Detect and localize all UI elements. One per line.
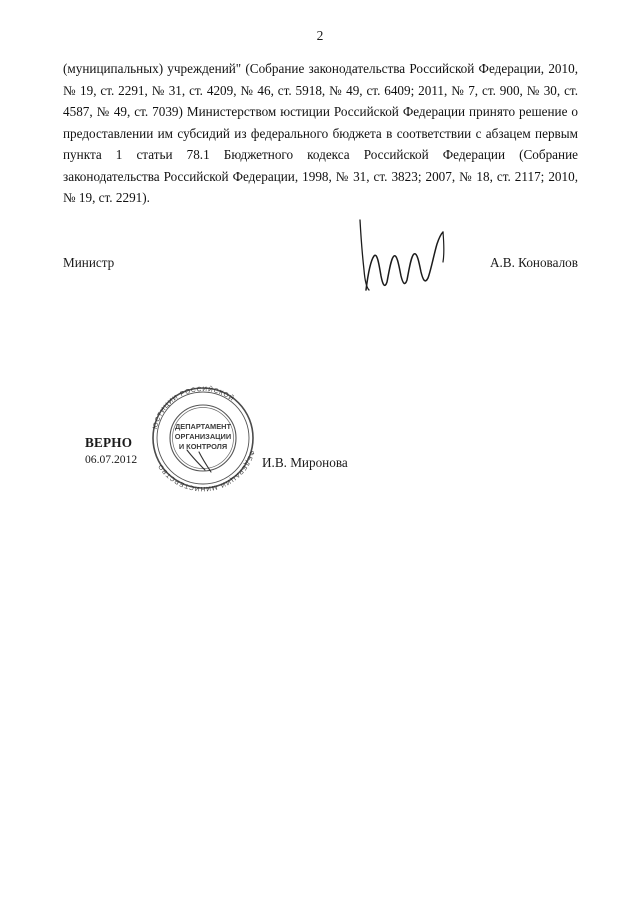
page-number: 2 xyxy=(316,28,324,43)
signatory-role: Министр xyxy=(63,255,115,270)
svg-text:И КОНТРОЛЯ: И КОНТРОЛЯ xyxy=(178,442,228,451)
certifier-name: И.В. Миронова xyxy=(262,455,348,470)
body-paragraph: (муниципальных) учреждений" (Собрание законодательства Российской Федерации, 2010, № 19, ст. 2291, № 31, ст. 4209, № 46, ст. 5918, № 49, ст. 6409; 2011, № 7, ст. 900, № 30, ст. 4587, № 49, ст. 7039) Министерством юстиции Российской Федерации принято решение о предоставлении им субсидий из федерального бюджета в соответствии с абзацем первым пункта 1 статьи 78.1 Бюджетного кодекса Российской Федерации (Собрание законодательства Российской Федерации, 1998, № 31, ст. 3823; 2007, № 18, ст. 2117; 2010, № 19, ст. 2291). xyxy=(63,61,578,205)
svg-text:ФЕДЕРАЦИИ МИНИСТЕРСТВО: ФЕДЕРАЦИИ МИНИСТЕРСТВО xyxy=(156,449,256,493)
svg-text:ОРГАНИЗАЦИИ: ОРГАНИЗАЦИИ xyxy=(174,432,232,441)
body-text-block xyxy=(63,58,578,209)
verified-label: ВЕРНО xyxy=(85,435,133,450)
svg-text:ЮСТИЦИИ РОССИЙСКОЙ: ЮСТИЦИИ РОССИЙСКОЙ xyxy=(151,385,236,430)
signatory-name: А.В. Коновалов xyxy=(489,255,578,270)
certification-date: 06.07.2012 xyxy=(85,453,138,466)
signature-block xyxy=(63,255,578,295)
svg-text:ДЕПАРТАМЕНТ: ДЕПАРТАМЕНТ xyxy=(175,422,231,431)
